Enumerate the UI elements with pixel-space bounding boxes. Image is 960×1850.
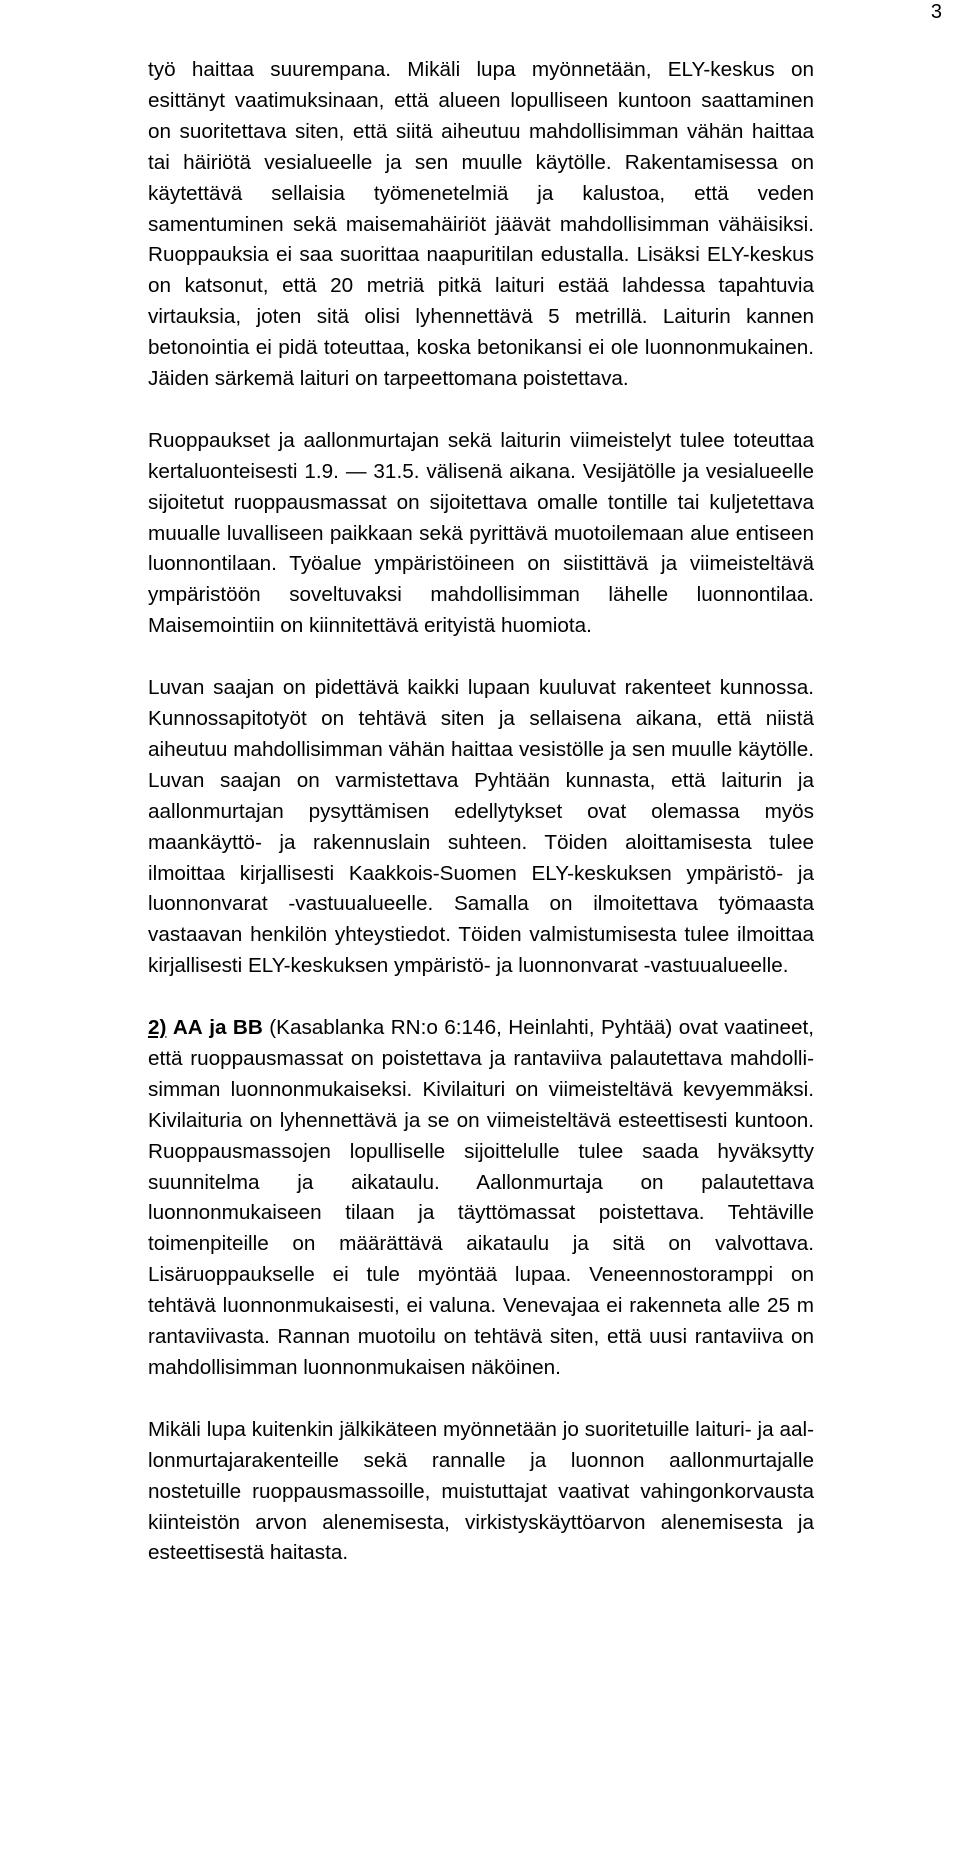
paragraph-spacer <box>148 395 814 426</box>
paragraph-spacer <box>148 642 814 673</box>
document-body <box>148 55 814 1569</box>
party-name-b: BB <box>232 1016 263 1040</box>
paragraph-5: Mikäli lupa kuitenkin jälkikäteen myönnetään jo suoritetuille laituri- ja aallonmurtajarakenteille sekä rannalle ja luonnon aallonmurtajalle nostetuille ruoppausmassoille, muistuttajat vaativat vahingonkorvausta kiinteistön arvon alenemisesta, virkistyskäyttöarvon alenemisesta ja esteettisestä haitasta. <box>148 1417 814 1565</box>
paragraph-1: työ haittaa suurempana. Mikäli lupa myönnetään, ELY-keskus on esittänyt vaatimuksinaan, että alueen lopulliseen kuntoon saattaminen on suoritettava siten, että siitä aiheutuu mahdollisimman vähän haittaa tai häiriötä vesialueelle ja sen muulle käytölle. Rakentamisessa on käytettävä sellaisia työmenetelmiä ja kalustoa, että veden samentuminen sekä maisemahäiriöt jäävät mahdollisimman vähäisiksi. Ruoppauksia ei saa suorittaa naapuritilan edustalla. Lisäksi ELY-keskus on katsonut, että 20 metriä pitkä laituri estää lahdessa tapahtuvia virtauksia, joten sitä olisi lyhennettävä 5 metrillä. Laiturin kannen betonointia ei pidä toteuttaa, koska betonikansi ei ole luonnonmukainen. Jäiden särkemä laituri on tarpeettomana poistettava. <box>148 58 814 391</box>
paragraph-3: Luvan saajan on pidettävä kaikki lupaan kuuluvat rakenteet kunnossa. Kunnossapitotyöt on tehtävä siten ja sellaisena aikana, että niistä aiheutuu mahdollisimman vähän haittaa vesistölle ja sen muulle käytölle. Luvan saajan on varmistettava Pyhtään kunnasta, että laiturin ja aallonmurtajan pysyttämisen edellytykset ovat olemassa myös maankäyttö- ja rakennuslain suhteen. Töiden aloittamisesta tulee ilmoittaa kirjallisesti Kaakkois-Suomen ELY-keskuksen ympäristö- ja luonnonvarat -vastuualueelle. Samalla on ilmoitettava työmaasta vastaavan henkilön yhteystiedot. Töiden valmistumisesta tulee ilmoittaa kirjallisesti ELY-keskuksen ympäristö- ja luonnonvarat -vastuualueelle. <box>148 676 814 978</box>
section-number: 2) <box>148 1016 167 1040</box>
paragraph-spacer <box>148 982 814 1013</box>
page-number: 3 <box>930 1 942 23</box>
party-name-a: AA <box>172 1016 203 1040</box>
paragraph-4-text: (Kasablanka RN:o 6:146, Heinlahti, Pyhtää) ovat vaatineet, että ruoppausmassat on poistettava ja rantaviiva palautettava mahdollisimman luonnonmukaiseksi. Kivilaituri on viimeisteltävä kevyemmäksi. Kivilaituria on lyhennettävä ja se on viimeisteltävä esteettisesti kuntoon. Ruoppausmassojen lopulliselle sijoittelulle tulee saada hyväksytty suunnitelma ja aikataulu. Aallonmurtaja on palautettava luonnonmukaiseen tilaan ja täyttömassat poistettava. Tehtäville toimenpiteille on määrättävä aikataulu ja sitä on valvottava. Lisäruoppaukselle ei tule myöntää lupaa. Veneennostoramppi on tehtävä luonnonmukaisesti, ei valuna. Venevajaa ei rakenneta alle 25 m rantaviivasta. Rannan muotoilu on tehtävä siten, että uusi rantaviiva on mahdollisimman luonnonmukaisen näköinen. <box>148 1016 814 1380</box>
paragraph-spacer <box>148 1384 814 1415</box>
paragraph-2: Ruoppaukset ja aallonmurtajan sekä laiturin viimeistelyt tulee toteuttaa kertaluonteisesti 1.9. — 31.5. välisenä aikana. Vesijätölle ja vesialueelle sijoitetut ruoppausmassat on sijoitettava omalle tontille tai kuljetettava muualle luvalliseen paikkaan sekä pyrittävä muotoilemaan alue entiseen luonnontilaan. Työalue ympäristöineen on siistittävä ja viimeisteltävä ympäristöön soveltuvaksi mahdollisimman lähelle luonnontilaa. Maisemointiin on kiinnitettävä erityistä huomiota. <box>148 428 814 638</box>
paragraph-4 <box>148 1013 814 1384</box>
party-conjunction: ja <box>209 1016 227 1040</box>
